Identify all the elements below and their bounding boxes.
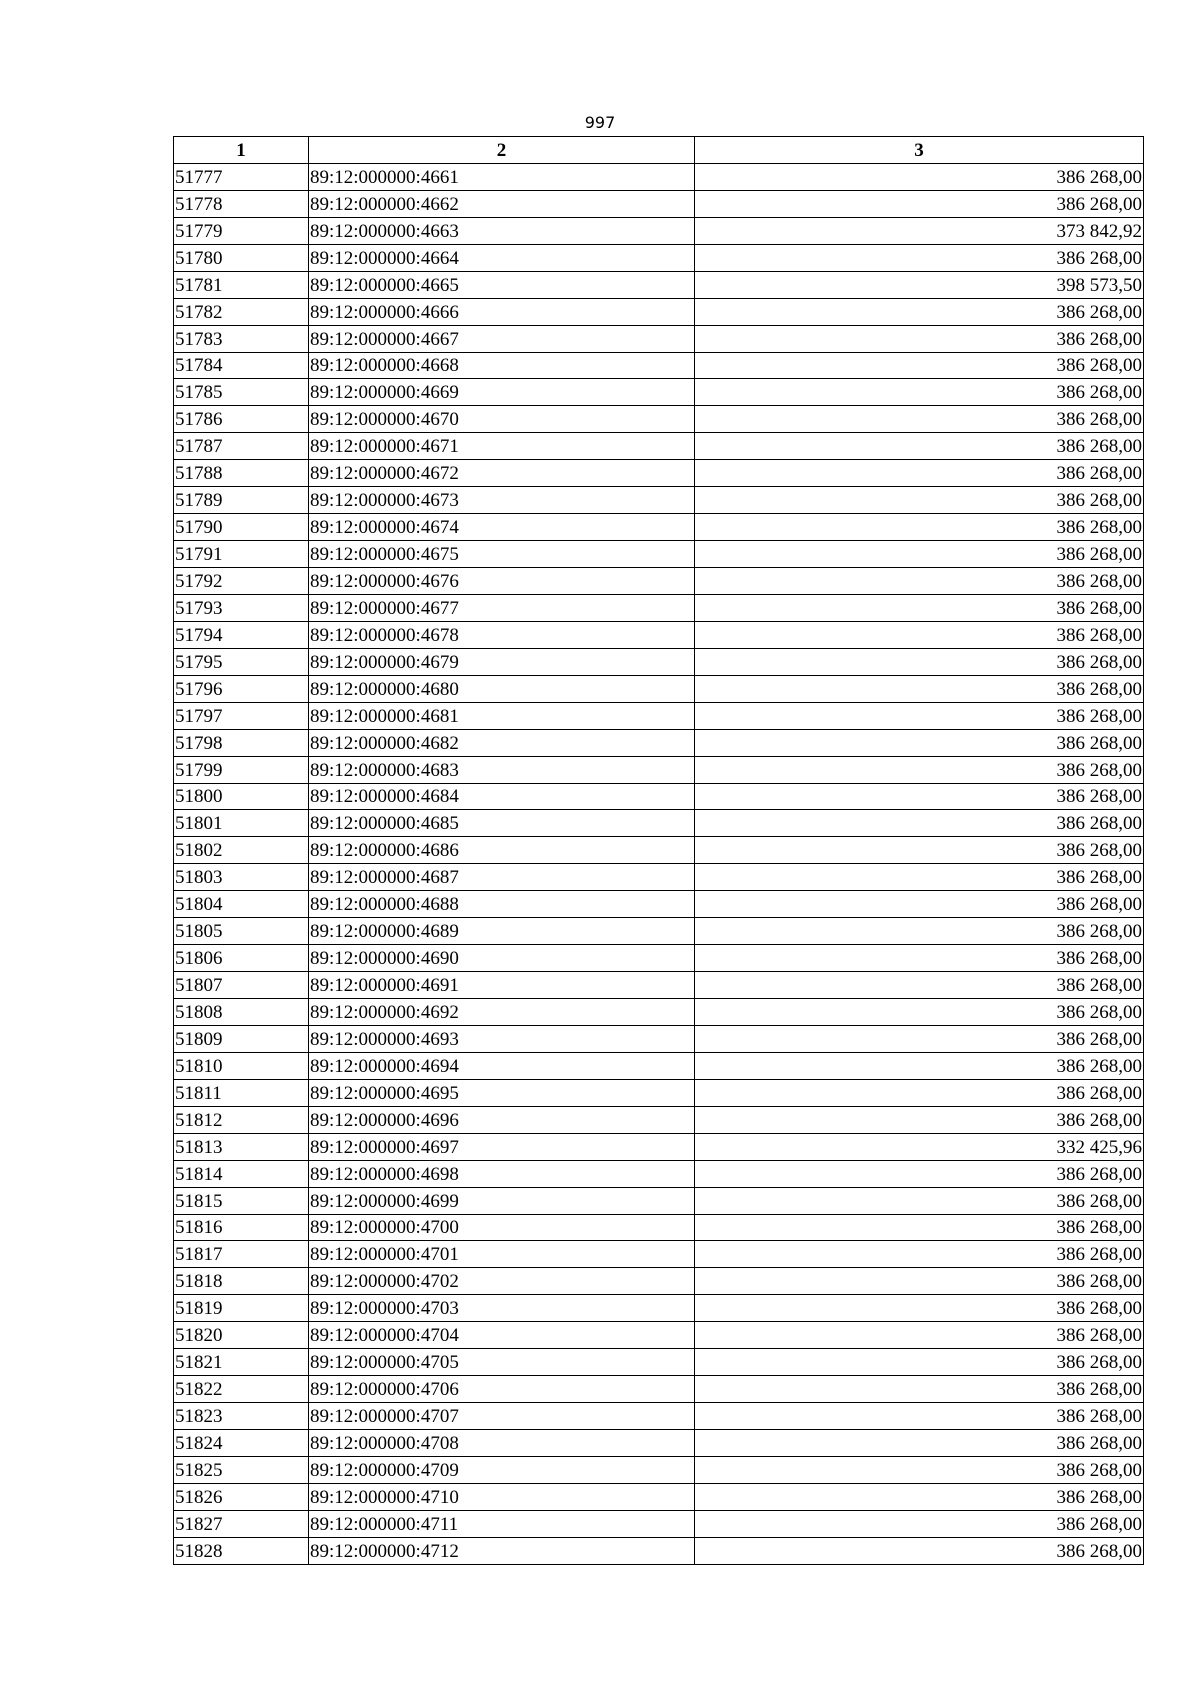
value-cell: 386 268,00 — [695, 729, 1144, 756]
registry-table — [173, 136, 1144, 1565]
row-number-cell: 51804 — [174, 891, 309, 918]
table-row — [174, 1322, 1144, 1349]
cadastral-number-cell: 89:12:000000:4694 — [309, 1052, 695, 1079]
row-number-cell: 51793 — [174, 594, 309, 621]
cadastral-number-cell: 89:12:000000:4687 — [309, 864, 695, 891]
table-row — [174, 433, 1144, 460]
cadastral-number-cell: 89:12:000000:4673 — [309, 487, 695, 514]
cadastral-number-cell: 89:12:000000:4698 — [309, 1160, 695, 1187]
value-cell: 386 268,00 — [695, 514, 1144, 541]
table-row — [174, 648, 1144, 675]
value-cell: 386 268,00 — [695, 1160, 1144, 1187]
table-row — [174, 1456, 1144, 1483]
table-row — [174, 568, 1144, 595]
row-number-cell: 51796 — [174, 675, 309, 702]
row-number-cell: 51827 — [174, 1510, 309, 1537]
cadastral-number-cell: 89:12:000000:4700 — [309, 1214, 695, 1241]
row-number-cell: 51805 — [174, 918, 309, 945]
table-row — [174, 918, 1144, 945]
cadastral-number-cell: 89:12:000000:4664 — [309, 244, 695, 271]
table-row — [174, 1133, 1144, 1160]
cadastral-number-cell: 89:12:000000:4712 — [309, 1537, 695, 1564]
table-row — [174, 756, 1144, 783]
table-row — [174, 1510, 1144, 1537]
cadastral-number-cell: 89:12:000000:4688 — [309, 891, 695, 918]
value-cell: 386 268,00 — [695, 190, 1144, 217]
table-row — [174, 945, 1144, 972]
row-number-cell: 51803 — [174, 864, 309, 891]
cadastral-number-cell: 89:12:000000:4661 — [309, 163, 695, 190]
value-cell: 386 268,00 — [695, 1241, 1144, 1268]
table-row — [174, 352, 1144, 379]
value-cell: 398 573,50 — [695, 271, 1144, 298]
value-cell: 386 268,00 — [695, 352, 1144, 379]
row-number-cell: 51811 — [174, 1079, 309, 1106]
cadastral-number-cell: 89:12:000000:4671 — [309, 433, 695, 460]
value-cell: 386 268,00 — [695, 702, 1144, 729]
row-number-cell: 51801 — [174, 810, 309, 837]
value-cell: 386 268,00 — [695, 594, 1144, 621]
table-row — [174, 1187, 1144, 1214]
row-number-cell: 51808 — [174, 999, 309, 1026]
value-cell: 386 268,00 — [695, 1106, 1144, 1133]
row-number-cell: 51799 — [174, 756, 309, 783]
value-cell: 386 268,00 — [695, 244, 1144, 271]
value-cell: 386 268,00 — [695, 837, 1144, 864]
cadastral-number-cell: 89:12:000000:4693 — [309, 1025, 695, 1052]
table-row — [174, 810, 1144, 837]
table-row — [174, 783, 1144, 810]
cadastral-number-cell: 89:12:000000:4672 — [309, 460, 695, 487]
cadastral-number-cell: 89:12:000000:4666 — [309, 298, 695, 325]
table-row — [174, 1106, 1144, 1133]
row-number-cell: 51780 — [174, 244, 309, 271]
value-cell: 386 268,00 — [695, 918, 1144, 945]
column-header-3: 3 — [695, 137, 1144, 164]
table-row — [174, 379, 1144, 406]
row-number-cell: 51816 — [174, 1214, 309, 1241]
row-number-cell: 51825 — [174, 1456, 309, 1483]
value-cell: 373 842,92 — [695, 217, 1144, 244]
table-row — [174, 621, 1144, 648]
row-number-cell: 51818 — [174, 1268, 309, 1295]
cadastral-number-cell: 89:12:000000:4692 — [309, 999, 695, 1026]
table-row — [174, 1214, 1144, 1241]
cadastral-number-cell: 89:12:000000:4667 — [309, 325, 695, 352]
table-row — [174, 1537, 1144, 1564]
table-row — [174, 1349, 1144, 1376]
table-row — [174, 406, 1144, 433]
row-number-cell: 51792 — [174, 568, 309, 595]
row-number-cell: 51813 — [174, 1133, 309, 1160]
cadastral-number-cell: 89:12:000000:4686 — [309, 837, 695, 864]
row-number-cell: 51791 — [174, 541, 309, 568]
cadastral-number-cell: 89:12:000000:4710 — [309, 1483, 695, 1510]
cadastral-number-cell: 89:12:000000:4707 — [309, 1403, 695, 1430]
value-cell: 386 268,00 — [695, 163, 1144, 190]
table-row — [174, 837, 1144, 864]
cadastral-number-cell: 89:12:000000:4680 — [309, 675, 695, 702]
value-cell: 386 268,00 — [695, 298, 1144, 325]
row-number-cell: 51784 — [174, 352, 309, 379]
row-number-cell: 51826 — [174, 1483, 309, 1510]
row-number-cell: 51798 — [174, 729, 309, 756]
table-row — [174, 1052, 1144, 1079]
cadastral-number-cell: 89:12:000000:4695 — [309, 1079, 695, 1106]
table-row — [174, 729, 1144, 756]
cadastral-number-cell: 89:12:000000:4679 — [309, 648, 695, 675]
cadastral-number-cell: 89:12:000000:4675 — [309, 541, 695, 568]
value-cell: 386 268,00 — [695, 756, 1144, 783]
value-cell: 386 268,00 — [695, 999, 1144, 1026]
cadastral-number-cell: 89:12:000000:4701 — [309, 1241, 695, 1268]
row-number-cell: 51815 — [174, 1187, 309, 1214]
table-row — [174, 1430, 1144, 1457]
value-cell: 386 268,00 — [695, 864, 1144, 891]
row-number-cell: 51822 — [174, 1376, 309, 1403]
value-cell: 386 268,00 — [695, 541, 1144, 568]
value-cell: 386 268,00 — [695, 1430, 1144, 1457]
cadastral-number-cell: 89:12:000000:4708 — [309, 1430, 695, 1457]
column-header-2: 2 — [309, 137, 695, 164]
cadastral-number-cell: 89:12:000000:4696 — [309, 1106, 695, 1133]
value-cell: 386 268,00 — [695, 1510, 1144, 1537]
table-row — [174, 1295, 1144, 1322]
cadastral-number-cell: 89:12:000000:4702 — [309, 1268, 695, 1295]
cadastral-number-cell: 89:12:000000:4685 — [309, 810, 695, 837]
cadastral-number-cell: 89:12:000000:4703 — [309, 1295, 695, 1322]
row-number-cell: 51812 — [174, 1106, 309, 1133]
value-cell: 386 268,00 — [695, 1483, 1144, 1510]
value-cell: 386 268,00 — [695, 1403, 1144, 1430]
row-number-cell: 51794 — [174, 621, 309, 648]
table-row — [174, 244, 1144, 271]
cadastral-number-cell: 89:12:000000:4699 — [309, 1187, 695, 1214]
table-row — [174, 1403, 1144, 1430]
value-cell: 386 268,00 — [695, 621, 1144, 648]
table-header — [174, 137, 1144, 164]
cadastral-number-cell: 89:12:000000:4663 — [309, 217, 695, 244]
value-cell: 386 268,00 — [695, 945, 1144, 972]
row-number-cell: 51781 — [174, 271, 309, 298]
value-cell: 386 268,00 — [695, 972, 1144, 999]
value-cell: 386 268,00 — [695, 648, 1144, 675]
row-number-cell: 51806 — [174, 945, 309, 972]
cadastral-number-cell: 89:12:000000:4689 — [309, 918, 695, 945]
table-row — [174, 702, 1144, 729]
cadastral-number-cell: 89:12:000000:4709 — [309, 1456, 695, 1483]
value-cell: 386 268,00 — [695, 1025, 1144, 1052]
cadastral-number-cell: 89:12:000000:4711 — [309, 1510, 695, 1537]
row-number-cell: 51824 — [174, 1430, 309, 1457]
table-row — [174, 999, 1144, 1026]
cadastral-number-cell: 89:12:000000:4684 — [309, 783, 695, 810]
table-row — [174, 163, 1144, 190]
row-number-cell: 51821 — [174, 1349, 309, 1376]
cadastral-number-cell: 89:12:000000:4670 — [309, 406, 695, 433]
row-number-cell: 51802 — [174, 837, 309, 864]
table-row — [174, 675, 1144, 702]
table-row — [174, 891, 1144, 918]
cadastral-number-cell: 89:12:000000:4691 — [309, 972, 695, 999]
value-cell: 386 268,00 — [695, 379, 1144, 406]
table-row — [174, 514, 1144, 541]
table-row — [174, 487, 1144, 514]
cadastral-number-cell: 89:12:000000:4668 — [309, 352, 695, 379]
value-cell: 332 425,96 — [695, 1133, 1144, 1160]
header-row — [174, 137, 1144, 164]
value-cell: 386 268,00 — [695, 568, 1144, 595]
value-cell: 386 268,00 — [695, 891, 1144, 918]
value-cell: 386 268,00 — [695, 1268, 1144, 1295]
cadastral-number-cell: 89:12:000000:4690 — [309, 945, 695, 972]
row-number-cell: 51788 — [174, 460, 309, 487]
cadastral-number-cell: 89:12:000000:4678 — [309, 621, 695, 648]
value-cell: 386 268,00 — [695, 1322, 1144, 1349]
row-number-cell: 51786 — [174, 406, 309, 433]
table-row — [174, 1025, 1144, 1052]
table-row — [174, 460, 1144, 487]
row-number-cell: 51778 — [174, 190, 309, 217]
cadastral-number-cell: 89:12:000000:4682 — [309, 729, 695, 756]
cadastral-number-cell: 89:12:000000:4676 — [309, 568, 695, 595]
cadastral-number-cell: 89:12:000000:4681 — [309, 702, 695, 729]
cadastral-number-cell: 89:12:000000:4704 — [309, 1322, 695, 1349]
value-cell: 386 268,00 — [695, 460, 1144, 487]
value-cell: 386 268,00 — [695, 675, 1144, 702]
row-number-cell: 51785 — [174, 379, 309, 406]
table-row — [174, 190, 1144, 217]
value-cell: 386 268,00 — [695, 1052, 1144, 1079]
table-row — [174, 298, 1144, 325]
row-number-cell: 51828 — [174, 1537, 309, 1564]
cadastral-number-cell: 89:12:000000:4669 — [309, 379, 695, 406]
table-row — [174, 594, 1144, 621]
table-row — [174, 1483, 1144, 1510]
table-row — [174, 1268, 1144, 1295]
row-number-cell: 51789 — [174, 487, 309, 514]
cadastral-number-cell: 89:12:000000:4662 — [309, 190, 695, 217]
row-number-cell: 51809 — [174, 1025, 309, 1052]
row-number-cell: 51810 — [174, 1052, 309, 1079]
row-number-cell: 51823 — [174, 1403, 309, 1430]
value-cell: 386 268,00 — [695, 1376, 1144, 1403]
table-row — [174, 972, 1144, 999]
row-number-cell: 51777 — [174, 163, 309, 190]
cadastral-number-cell: 89:12:000000:4683 — [309, 756, 695, 783]
row-number-cell: 51820 — [174, 1322, 309, 1349]
row-number-cell: 51783 — [174, 325, 309, 352]
value-cell: 386 268,00 — [695, 1214, 1144, 1241]
value-cell: 386 268,00 — [695, 783, 1144, 810]
row-number-cell: 51795 — [174, 648, 309, 675]
row-number-cell: 51790 — [174, 514, 309, 541]
cadastral-number-cell: 89:12:000000:4706 — [309, 1376, 695, 1403]
table-body — [174, 163, 1144, 1564]
page-number: 997 — [584, 113, 616, 132]
row-number-cell: 51800 — [174, 783, 309, 810]
row-number-cell: 51814 — [174, 1160, 309, 1187]
table-row — [174, 325, 1144, 352]
table-row — [174, 541, 1144, 568]
table-row — [174, 1376, 1144, 1403]
cadastral-number-cell: 89:12:000000:4665 — [309, 271, 695, 298]
table-row — [174, 1160, 1144, 1187]
value-cell: 386 268,00 — [695, 1537, 1144, 1564]
value-cell: 386 268,00 — [695, 1349, 1144, 1376]
value-cell: 386 268,00 — [695, 406, 1144, 433]
row-number-cell: 51807 — [174, 972, 309, 999]
table-row — [174, 864, 1144, 891]
table-row — [174, 217, 1144, 244]
row-number-cell: 51779 — [174, 217, 309, 244]
row-number-cell: 51817 — [174, 1241, 309, 1268]
value-cell: 386 268,00 — [695, 810, 1144, 837]
value-cell: 386 268,00 — [695, 1187, 1144, 1214]
value-cell: 386 268,00 — [695, 1079, 1144, 1106]
row-number-cell: 51782 — [174, 298, 309, 325]
value-cell: 386 268,00 — [695, 433, 1144, 460]
cadastral-number-cell: 89:12:000000:4674 — [309, 514, 695, 541]
table-row — [174, 271, 1144, 298]
row-number-cell: 51787 — [174, 433, 309, 460]
cadastral-number-cell: 89:12:000000:4677 — [309, 594, 695, 621]
column-header-1: 1 — [174, 137, 309, 164]
cadastral-number-cell: 89:12:000000:4705 — [309, 1349, 695, 1376]
value-cell: 386 268,00 — [695, 1456, 1144, 1483]
table-row — [174, 1241, 1144, 1268]
cadastral-number-cell: 89:12:000000:4697 — [309, 1133, 695, 1160]
value-cell: 386 268,00 — [695, 487, 1144, 514]
value-cell: 386 268,00 — [695, 325, 1144, 352]
table-row — [174, 1079, 1144, 1106]
row-number-cell: 51819 — [174, 1295, 309, 1322]
row-number-cell: 51797 — [174, 702, 309, 729]
value-cell: 386 268,00 — [695, 1295, 1144, 1322]
